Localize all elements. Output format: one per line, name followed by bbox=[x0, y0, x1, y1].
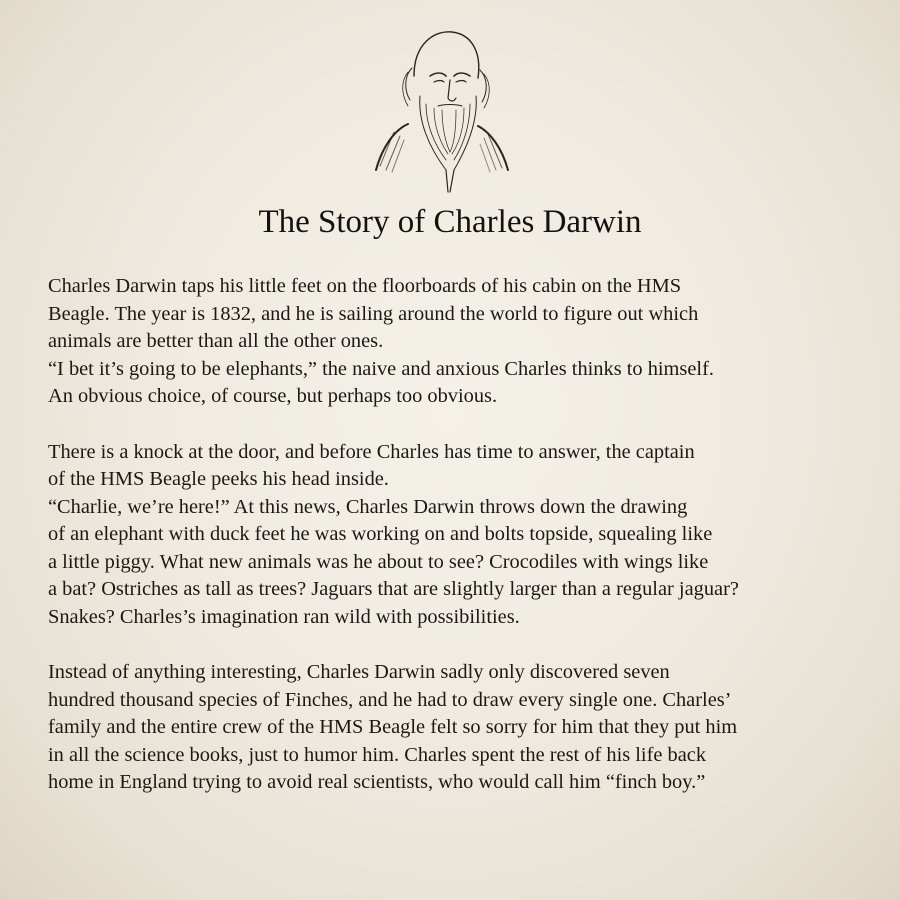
story-line: “I bet it’s going to be elephants,” the naive and anxious Charles thinks to himself. bbox=[48, 357, 714, 380]
story-line: a bat? Ostriches as tall as trees? Jaguars that are slightly larger than a regular jaguar? bbox=[48, 578, 739, 600]
page-title: The Story of Charles Darwin bbox=[258, 204, 642, 240]
story-line: of the HMS Beagle peeks his head inside. bbox=[48, 468, 389, 490]
story-line: home in England trying to avoid real scientists, who would call him “finch boy.” bbox=[48, 771, 706, 793]
story-line: An obvious choice, of course, but perhaps too obvious. bbox=[48, 385, 498, 407]
story-line: There is a knock at the door, and before Charles has time to answer, the captain bbox=[48, 440, 695, 463]
story-line: a little piggy. What new animals was he about to see? Crocodiles with wings like bbox=[48, 550, 709, 573]
story-line: hundred thousand species of Finches, and he had to draw every single one. Charles’ bbox=[48, 688, 732, 711]
story-line: in all the science books, just to humor him. Charles spent the rest of his life back bbox=[48, 743, 707, 766]
story-paragraph-2 bbox=[48, 439, 878, 632]
story-paragraph-1 bbox=[48, 273, 878, 411]
story-paragraph-3 bbox=[48, 659, 878, 797]
story-line: animals are better than all the other ones. bbox=[48, 330, 384, 352]
story-line: Instead of anything interesting, Charles Darwin sadly only discovered seven bbox=[48, 661, 670, 683]
story-line: Charles Darwin taps his little feet on the floorboards of his cabin on the HMS bbox=[48, 275, 682, 297]
story-line: Beagle. The year is 1832, and he is sailing around the world to figure out which bbox=[48, 302, 699, 325]
story-line: of an elephant with duck feet he was working on and bolts topside, squealing like bbox=[48, 523, 713, 545]
story-line: family and the entire crew of the HMS Beagle felt so sorry for him that they put him bbox=[48, 716, 738, 738]
darwin-portrait-illustration bbox=[368, 20, 516, 198]
story-line: Snakes? Charles’s imagination ran wild with possibilities. bbox=[48, 605, 520, 628]
story-body bbox=[48, 273, 878, 825]
story-line: “Charlie, we’re here!” At this news, Charles Darwin throws down the drawing bbox=[48, 495, 688, 518]
